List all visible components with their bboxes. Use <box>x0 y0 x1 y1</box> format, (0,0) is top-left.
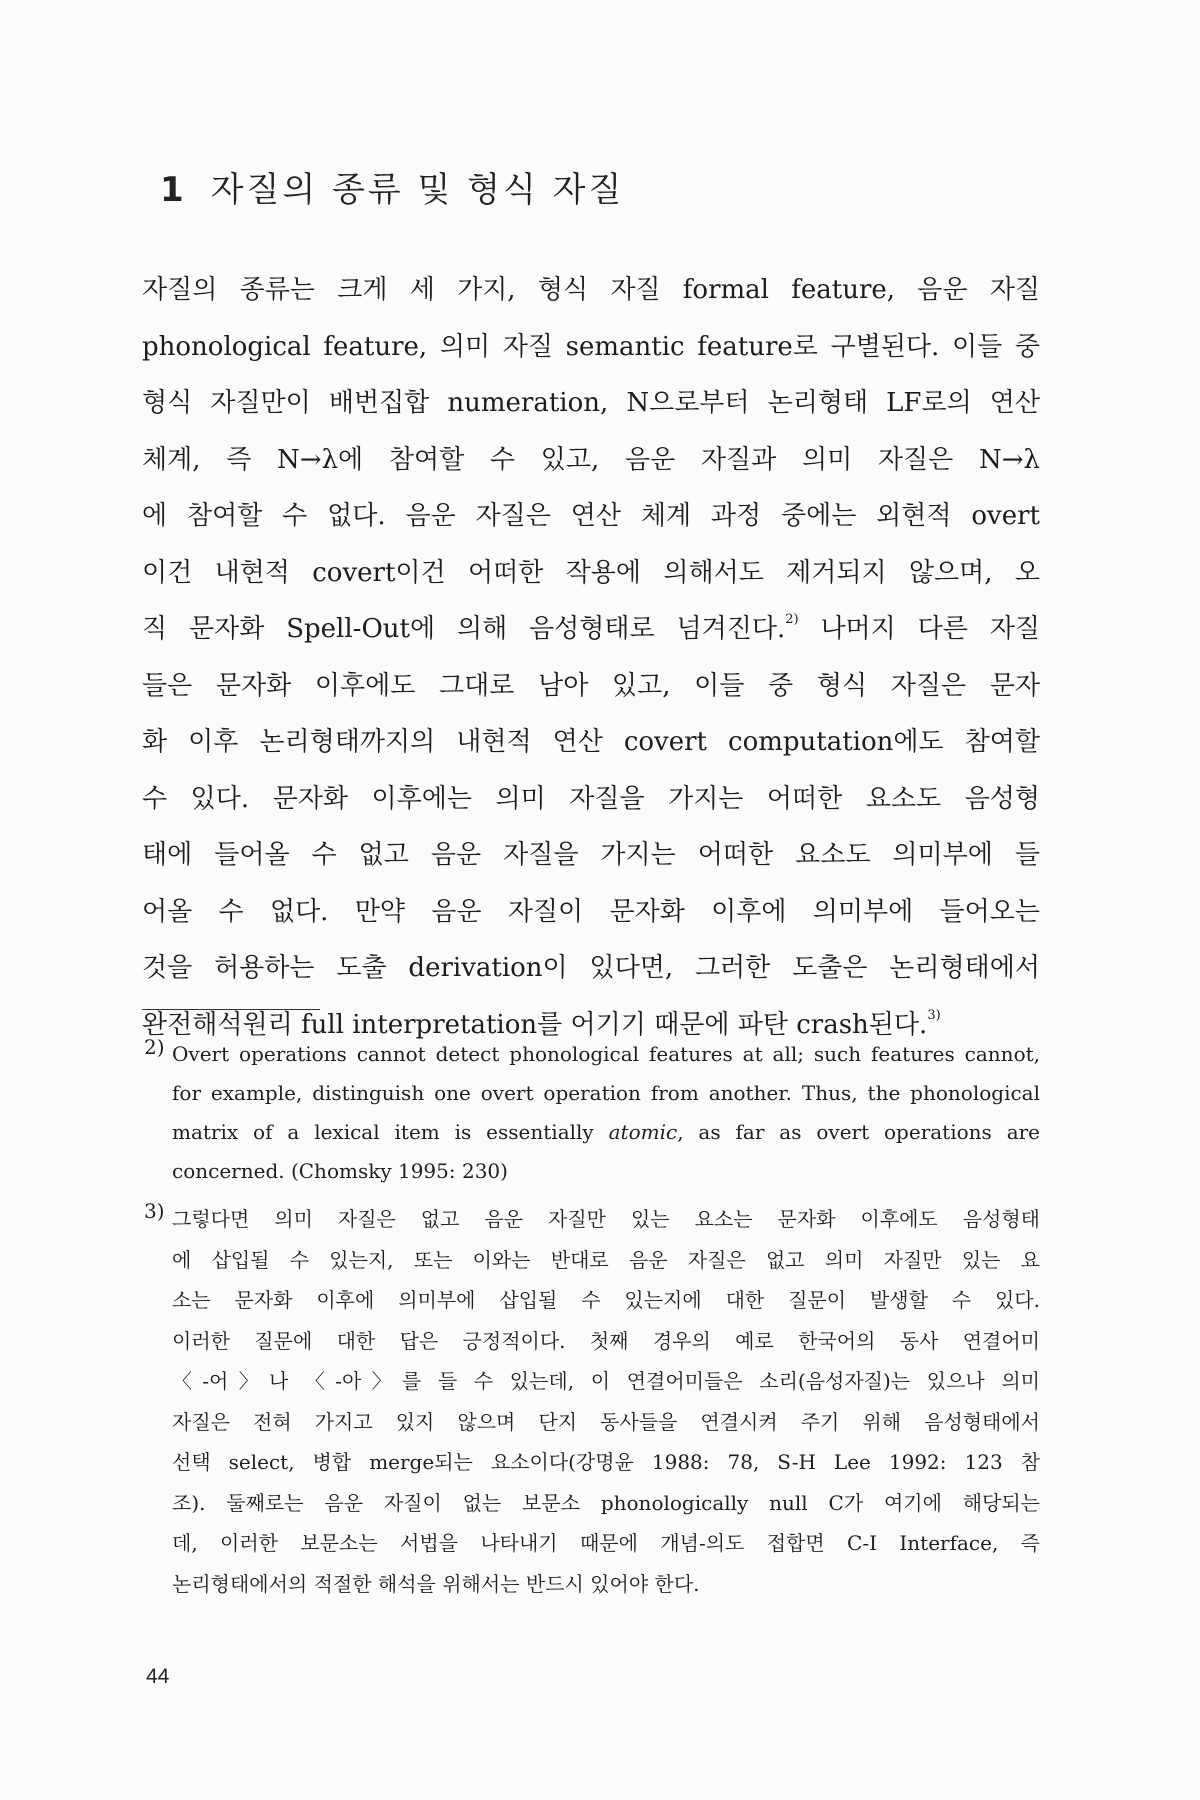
footnote-line: Overt operations cannot detect phonological features at all; such features cannot, <box>172 1042 1040 1066</box>
body-line: 이건 내현적 covert이건 어떠한 작용에 의해서도 제거되지 않으며, 오 <box>142 557 1040 588</box>
footnote-marker: 2) <box>144 1035 165 1059</box>
footnote-line: 그렇다면 의미 자질은 없고 음운 자질만 있는 요소는 문자화 이후에도 음성형태 <box>172 1207 1040 1231</box>
footnote-3 <box>144 1199 1040 1604</box>
body-line: 것을 허용하는 도출 derivation이 있다면, 그러한 도출은 논리형태에서 <box>142 953 1040 983</box>
footnote-2 <box>144 1035 1040 1191</box>
body-line-text: 완전해석원리 full interpretation를 어기기 때문에 파탄 crash된다. <box>142 1009 928 1040</box>
section-title: 자질의 종류 및 형식 자질 <box>210 170 625 210</box>
footnote-ref: 3) <box>927 1007 941 1023</box>
footnote-line: 조). 둘째로는 음운 자질이 없는 보문소 phonologically null C가 여기에 해당되는 <box>172 1490 1040 1515</box>
footnote-line: 에 삽입될 수 있는지, 또는 이와는 반대로 음운 자질은 없고 의미 자질만 있는 요 <box>172 1247 1040 1272</box>
body-line-text: 직 문자화 Spell-Out에 의해 음성형태로 넘겨진다. <box>142 614 786 644</box>
section-heading <box>160 162 624 211</box>
footnote-line: 선택 select, 병합 merge되는 요소이다(강명윤 1988: 78, S-H Lee 1992: 123 참 <box>172 1450 1040 1474</box>
footnote-line <box>172 1113 1040 1152</box>
body-line-tail: 나머지 다른 자질 <box>798 614 1040 644</box>
footnote-line: 소는 문자화 이후에 의미부에 삽입될 수 있는지에 대한 질문이 발생할 수 있다. <box>172 1288 1040 1312</box>
body-line: phonological feature, 의미 자질 semantic feature로 구별된다. 이들 중 <box>142 331 1040 362</box>
body-line: 에 참여할 수 없다. 음운 자질은 연산 체계 과정 중에는 외현적 overt <box>142 501 1040 531</box>
footnotes <box>144 1035 1040 1612</box>
body-line: 수 있다. 문자화 이후에는 의미 자질을 가지는 어떠한 요소도 음성형 <box>142 783 1040 814</box>
body-line: 자질의 종류는 크게 세 가지, 형식 자질 formal feature, 음운 자질 <box>142 275 1040 305</box>
footnote-ref: 2) <box>785 612 799 627</box>
body-line: 화 이후 논리형태까지의 내현적 연산 covert computation에도 참여할 <box>142 727 1040 757</box>
body-line: 체계, 즉 N→λ에 참여할 수 있고, 음운 자질과 의미 자질은 N→λ <box>142 444 1040 475</box>
body-line: 형식 자질만이 배번집합 numeration, N으로부터 논리형태 LF로의 연산 <box>142 388 1040 418</box>
footnote-line: concerned. (Chomsky 1995: 230) <box>172 1159 508 1183</box>
footnote-line: 데, 이러한 보문소는 서법을 나타내기 때문에 개념-의도 접합면 C-I Interface, 즉 <box>172 1531 1040 1555</box>
footnote-line: 이러한 질문에 대한 답은 긍정적이다. 첫째 경우의 예로 한국어의 동사 연결어미 <box>172 1328 1040 1353</box>
body-paragraph <box>142 262 1040 1053</box>
footnote-line: 자질은 전혀 가지고 있지 않으며 단지 동사들을 연결시켜 주기 위해 음성형태에서 <box>172 1409 1040 1434</box>
footnote-line: for example, distinguish one overt operation from another. Thus, the phonological <box>172 1081 1040 1105</box>
footnote-line: 논리형태에서의 적절한 해석을 위해서는 반드시 있어야 한다. <box>172 1571 700 1596</box>
footnote-divider <box>142 1009 320 1010</box>
body-line: 어올 수 없다. 만약 음운 자질이 문자화 이후에 의미부에 들어오는 <box>142 896 1040 927</box>
footnote-line-text: matrix of a lexical item is essentially <box>172 1120 609 1144</box>
section-number: 1 <box>160 170 187 210</box>
italic-term: atomic <box>608 1120 678 1144</box>
footnote-line-tail: , as far as overt operations are <box>677 1120 1041 1144</box>
page-number: 44 <box>146 1665 170 1688</box>
body-line: 들은 문자화 이후에도 그대로 남아 있고, 이들 중 형식 자질은 문자 <box>142 670 1040 701</box>
body-line: 태에 들어올 수 없고 음운 자질을 가지는 어떠한 요소도 의미부에 들 <box>142 840 1040 870</box>
body-line <box>142 601 1040 658</box>
footnote-line: 〈-어〉나 〈-아〉를 들 수 있는데, 이 연결어미들은 소리(음성자질)는 있으나 의미 <box>172 1369 1040 1393</box>
footnote-marker: 3) <box>144 1199 165 1223</box>
